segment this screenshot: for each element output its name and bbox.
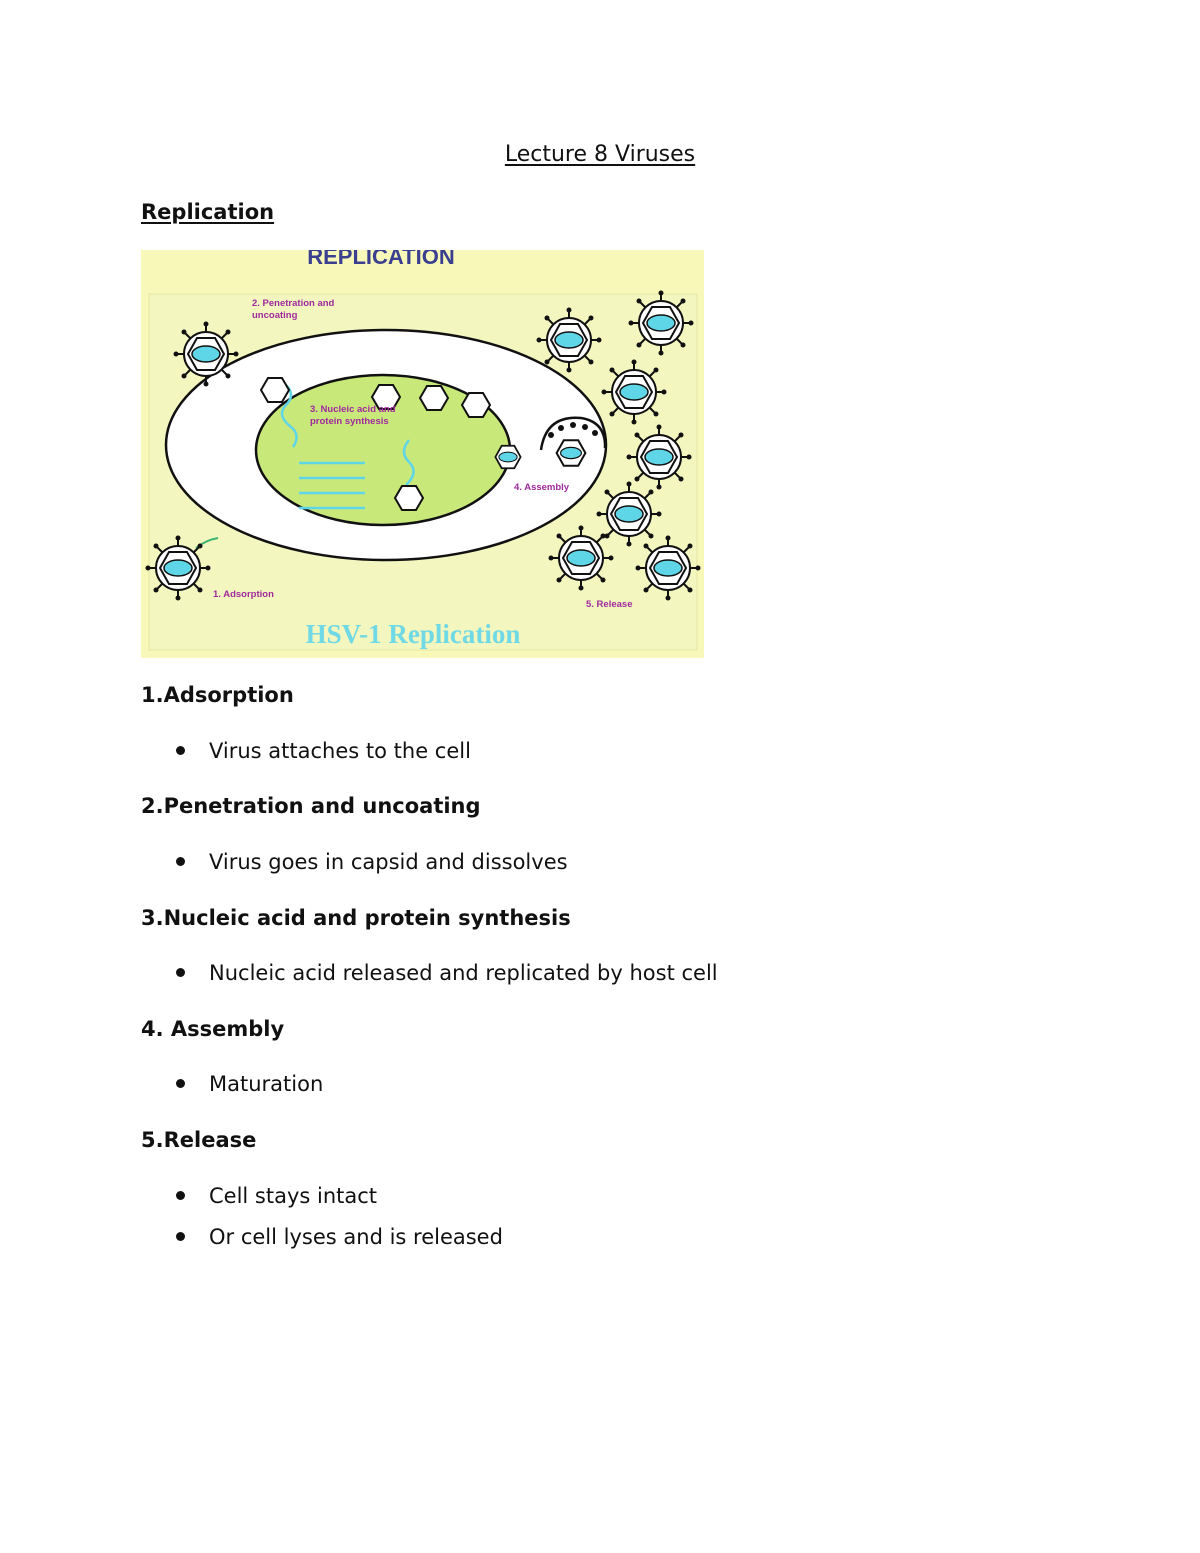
step-heading-adsorption: 1.Adsorption (141, 683, 294, 707)
step-bullet: Nucleic acid released and replicated by host cell (176, 961, 718, 985)
bullet-dot-icon (176, 857, 185, 866)
hsv1-replication-diagram (141, 250, 704, 658)
label-release: 5. Release (586, 599, 633, 610)
step-heading-penetration: 2.Penetration and uncoating (141, 794, 481, 818)
bullet-dot-icon (176, 1191, 185, 1200)
bullet-dot-icon (176, 1232, 185, 1241)
step-bullet: Cell stays intact (176, 1184, 377, 1208)
step-heading-release: 5.Release (141, 1128, 257, 1152)
figure-banner: REPLICATION (307, 250, 455, 269)
figure-caption: HSV-1 Replication (305, 619, 521, 649)
step-heading-synthesis: 3.Nucleic acid and protein synthesis (141, 906, 571, 930)
bullet-dot-icon (176, 968, 185, 977)
step-bullet: Virus attaches to the cell (176, 739, 471, 763)
step-bullet: Virus goes in capsid and dissolves (176, 850, 568, 874)
label-assembly: 4. Assembly (514, 482, 570, 493)
document-title: Lecture 8 Viruses (504, 142, 696, 167)
step-heading-assembly: 4. Assembly (141, 1017, 285, 1041)
label-penetration-line2: uncoating (252, 310, 298, 321)
label-penetration-line1: 2. Penetration and (252, 298, 335, 309)
section-heading-replication: Replication (141, 200, 275, 224)
step-bullet: Maturation (176, 1072, 323, 1096)
step-bullet: Or cell lyses and is released (176, 1225, 503, 1249)
bullet-dot-icon (176, 746, 185, 755)
label-synthesis-line2: protein synthesis (310, 416, 389, 427)
label-adsorption: 1. Adsorption (213, 589, 274, 600)
bullet-dot-icon (176, 1079, 185, 1088)
label-synthesis-line1: 3. Nucleic acid and (310, 404, 396, 415)
